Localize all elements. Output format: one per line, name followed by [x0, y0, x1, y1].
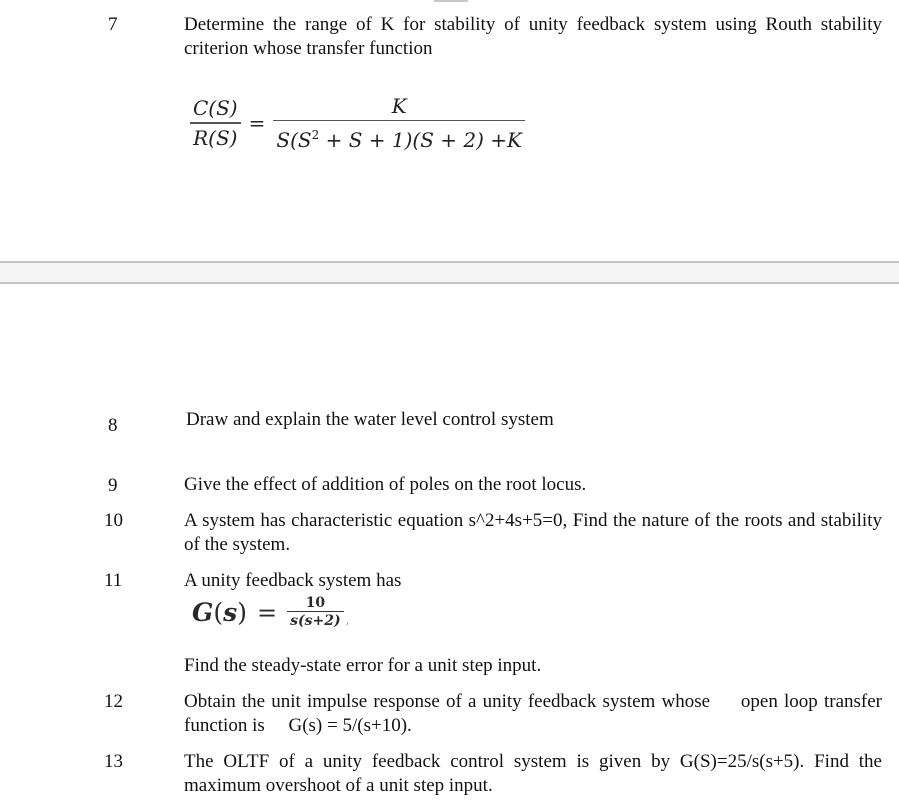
question-12-text: Obtain the unit impulse response of a unity feedback system whose open loop transfer function is G(s) = 5/(s+10). — [184, 691, 887, 736]
denominator-part: + S + 1)(S + 2) +K — [319, 128, 522, 153]
question-12-number: 12 — [104, 691, 123, 712]
function-name: G — [192, 598, 214, 628]
equals-sign: = — [248, 111, 266, 135]
question-11-equation — [192, 595, 349, 630]
rhs-fraction — [273, 92, 525, 155]
g-fraction — [287, 595, 343, 630]
trailing-comma: , — [345, 612, 350, 627]
page-break — [0, 261, 899, 284]
question-8-number: 8 — [108, 415, 118, 436]
question-11-followup: Find the steady-state error for a unit step input. — [184, 655, 542, 676]
question-9-number: 9 — [108, 475, 118, 496]
question-11-number: 11 — [104, 570, 123, 591]
lhs-numerator: C(S) — [193, 96, 238, 121]
question-10-number: 10 — [104, 510, 123, 531]
question-7-transfer-function — [190, 88, 525, 158]
open-paren: ( — [213, 598, 224, 628]
question-7-number: 7 — [108, 14, 118, 35]
rhs-numerator: K — [391, 93, 407, 118]
denominator-part: S(S — [276, 128, 312, 153]
question-8-text: Draw and explain the water level control system — [186, 409, 554, 430]
rhs-denominator — [273, 121, 525, 154]
question-13-number: 13 — [104, 751, 123, 772]
question-13-text: The OLTF of a unity feedback control system is given by G(S)=25/s(s+5). Find the maximum overshoot of a unit step input. — [184, 751, 882, 796]
question-7-text: Determine the range of K for stability of unity feedback system using Routh stability criterion whose transfer function — [184, 14, 882, 59]
exponent: 2 — [311, 128, 320, 143]
question-11-text: A unity feedback system has — [184, 570, 402, 591]
lhs-denominator: R(S) — [193, 125, 238, 150]
lhs-fraction — [190, 94, 241, 152]
equals-sign: = — [256, 598, 278, 627]
question-9-text: Give the effect of addition of poles on the root locus. — [184, 474, 587, 495]
numerator: 10 — [305, 595, 326, 611]
question-10-text: A system has characteristic equation s^2+4s+5=0, Find the nature of the roots and stability of the system. — [184, 510, 882, 555]
page-top-edge-marker — [434, 0, 468, 2]
variable: s — [223, 598, 238, 628]
denominator: s(s+2) — [290, 613, 341, 630]
close-paren: ) — [237, 598, 247, 628]
